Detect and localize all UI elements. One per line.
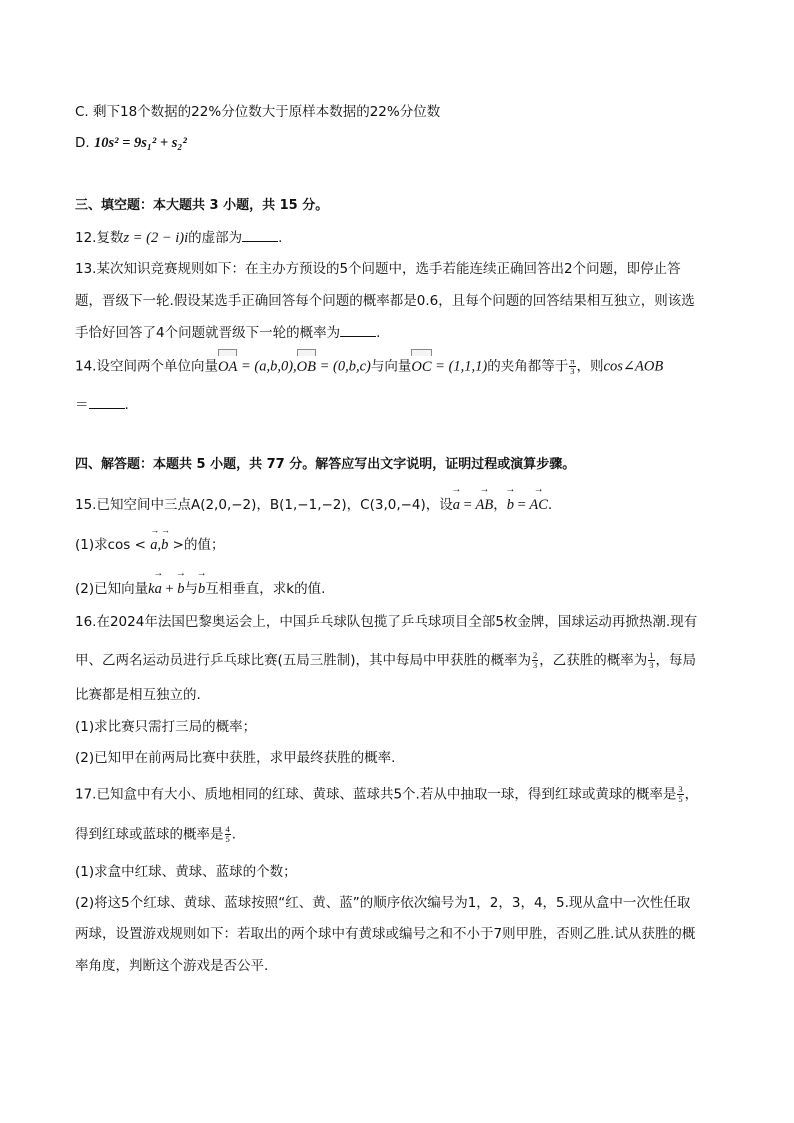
fraction-four-fifths — [225, 825, 231, 844]
q17-line1-end: ， — [684, 786, 699, 803]
period: . — [547, 497, 553, 513]
fraction-denominator: 5 — [225, 834, 230, 844]
option-d-formula: 10s² = 9s₁² + s₂² — [93, 135, 187, 151]
option-d — [75, 134, 725, 152]
q14-angle-text: 的夹角都等于 — [487, 358, 569, 375]
fraction-denominator: 5 — [678, 794, 683, 804]
fraction-numerator: 1 — [649, 650, 654, 660]
q14-mid: 与向量 — [370, 358, 412, 375]
fraction-one-third — [648, 651, 654, 670]
fraction-numerator: 4 — [225, 824, 230, 834]
option-d-label: D. — [75, 135, 94, 151]
q16-part1: (1)求比赛只需打三局的概率； — [75, 719, 257, 735]
q16-part2: (2)已知甲在前两局比赛中获胜，求甲最终获胜的概率. — [75, 750, 396, 766]
q13-line3-text: 手恰好回答了4个问题就晋级下一轮的概率为 — [75, 325, 341, 341]
q12-answer-blank — [242, 229, 278, 242]
q12-suffix: 的虚部为 — [188, 230, 243, 246]
q14-answer-blank — [89, 396, 125, 409]
q17-part2-line3: 率角度，判断这个游戏是否公平. — [75, 958, 269, 974]
q15-stem — [75, 496, 725, 514]
vector-b: → b — [177, 580, 184, 598]
q16-line2-mid: ，乙获胜的概率为 — [539, 652, 648, 669]
equals: = — [513, 497, 530, 513]
q15-part2-suffix: 互相垂直，求k的值. — [205, 581, 326, 597]
vector-a: → a — [453, 496, 460, 514]
q13-line2: 题，晋级下一轮.假设某选手正确回答每个问题的概率都是0.6，且每个问题的回答结果相互独立，则该选 — [75, 293, 695, 309]
fraction-three-fifths — [677, 785, 683, 804]
fraction-two-thirds — [532, 651, 538, 670]
section-3-heading: 三、填空题：本大题共 3 小题，共 15 分。 — [75, 198, 329, 213]
q17-line2-prefix: 得到红球或蓝球的概率是 — [75, 826, 224, 843]
q16-line3: 比赛都是相互独立的. — [75, 687, 201, 703]
q16-line1: 16.在2024年法国巴黎奥运会上，中国乒乓球队包揽了乒乓球项目全部5枚金牌，国球运动再掀热潮.现有 — [75, 614, 698, 630]
q15-part2-prefix: (2)已知向量 — [75, 581, 149, 597]
q14-equals: ＝ — [75, 397, 89, 413]
scalar-k: k — [148, 581, 155, 597]
q15-part1-prefix: (1)求cos < — [75, 537, 151, 553]
q17-line1 — [75, 785, 725, 804]
fraction-numerator: π — [570, 356, 575, 366]
with: 与 — [184, 581, 198, 597]
q13-end: . — [376, 325, 381, 341]
q16-line2-end: ，每局 — [655, 652, 697, 669]
vector-ab: → AB — [475, 496, 493, 514]
vector-oc: OC — [411, 358, 432, 375]
q17-line1-prefix: 17.已知盒中有大小、质地相同的红球、黄球、蓝球共5个.若从中抽取一球，得到红球或黄球的概率是 — [75, 786, 677, 803]
q17-line2 — [75, 825, 725, 844]
pi-over-3-fraction — [569, 357, 575, 376]
fraction-denominator: 3 — [570, 366, 575, 376]
q12-end: . — [278, 230, 283, 246]
q13-line1: 13.某次知识竞赛规则如下：在主办方预设的5个问题中，选手若能连续正确回答出2个问题，即停止答 — [75, 261, 681, 277]
q14-then: ，则 — [576, 358, 604, 375]
q14-line2 — [75, 396, 725, 414]
vector-oc-value: = (1,1,1) — [431, 358, 488, 375]
vector-a: → a — [155, 580, 162, 598]
q17-part1: (1)求盒中红球、黄球、蓝球的个数； — [75, 864, 297, 880]
q16-line2 — [75, 651, 725, 670]
option-c: C. 剩下18个数据的22%分位数大于原样本数据的22%分位数 — [75, 104, 441, 120]
vector-ob-value: = (0,b,c) — [316, 358, 371, 375]
q17-part2-line2: 两球，设置游戏规则如下：若取出的两个球中有黄球或编号之和不小于7则甲胜，否则乙胜.试从获胜的概 — [75, 926, 696, 942]
fraction-denominator: 3 — [533, 660, 538, 670]
q13-line3 — [75, 324, 725, 342]
vector-pair-ab: → → a,b — [150, 536, 168, 554]
q15-part2 — [75, 580, 725, 598]
q14-end: . — [124, 397, 129, 413]
fraction-numerator: 2 — [533, 650, 538, 660]
q17-part2-line1: (2)将这5个红球、黄球、蓝球按照“红、黄、蓝”的顺序依次编号为1，2，3，4，5.现从盒中一次性任取 — [75, 895, 691, 911]
vector-oa-value: = (a,b,0), — [237, 358, 297, 375]
q13-answer-blank — [340, 324, 376, 337]
vector-ob: OB — [296, 358, 316, 375]
fraction-numerator: 3 — [678, 784, 683, 794]
q17-line2-end: . — [231, 826, 237, 843]
section-4-heading: 四、解答题：本题共 5 小题，共 77 分。解答应写出文字说明，证明过程或演算步骤。 — [75, 457, 576, 472]
q16-line2-prefix: 甲、乙两名运动员进行乒乓球比赛(五局三胜制)，其中每局中甲获胜的概率为 — [75, 652, 532, 669]
vector-ac: → AC — [529, 496, 548, 514]
q12-prefix: 12.复数 — [75, 230, 124, 246]
equals: = — [460, 497, 476, 513]
fraction-denominator: 3 — [649, 660, 654, 670]
vector-b: → b — [507, 496, 514, 514]
plus: + — [161, 581, 178, 597]
q15-part1 — [75, 536, 725, 554]
vector-b: → b — [198, 580, 205, 598]
q14-prefix: 14.设空间两个单位向量 — [75, 358, 218, 375]
question-12 — [75, 229, 725, 247]
q15-part1-suffix: >的值； — [168, 537, 225, 553]
q14-line1 — [75, 357, 725, 376]
cos-aob: cos∠AOB — [603, 358, 664, 375]
q15-stem-text: 15.已知空间中三点A(2,0,−2)，B(1,−1,−2)，C(3,0,−4)，设 — [75, 497, 453, 513]
q12-formula: z = (2 − i)i — [123, 230, 189, 246]
comma: ， — [493, 497, 507, 513]
vector-oa: OA — [217, 358, 238, 375]
